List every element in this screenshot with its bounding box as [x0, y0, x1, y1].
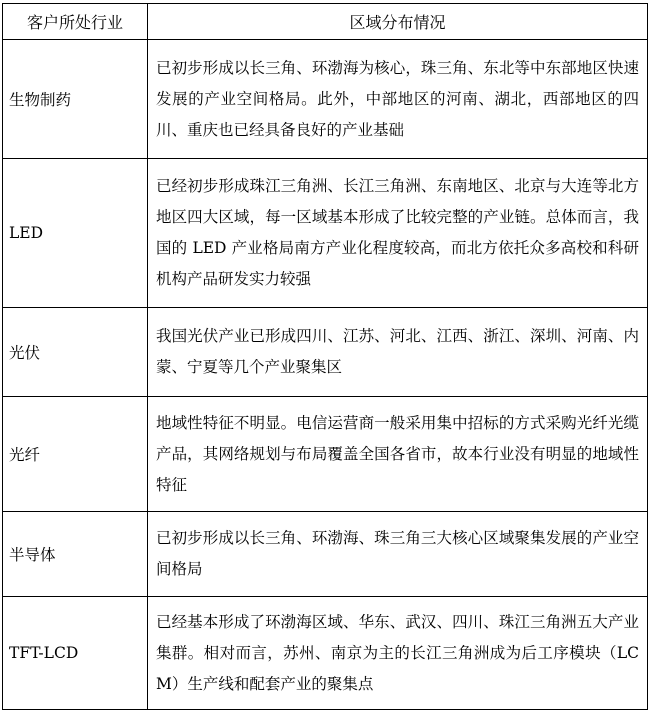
distribution-cell: 已初步形成以长三角、环渤海为核心，珠三角、东北等中东部地区快速发展的产业空间格局。此外，中部地区的河南、湖北，西部地区的四川、重庆也已经具备良好的产业基础 [148, 40, 648, 159]
distribution-cell: 已经基本形成了环渤海区域、华东、武汉、四川、珠江三角洲五大产业集群。相对而言，苏州、南京为主的长江三角洲成为后工序模块（LCM）生产线和配套产业的聚集点 [148, 597, 648, 710]
distribution-cell: 已经初步形成珠江三角洲、长江三角洲、东南地区、北京与大连等北方地区四大区域，每一区域基本形成了比较完整的产业链。总体而言，我国的 LED 产业格局南方产业化程度较高，而北方依托众多高校和科研机构产品研发实力较强 [148, 159, 648, 308]
industry-cell: 半导体 [3, 512, 148, 597]
header-industry: 客户所处行业 [3, 4, 148, 40]
header-distribution: 区域分布情况 [148, 4, 648, 40]
industry-distribution-table [2, 3, 648, 710]
industry-cell: LED [3, 159, 148, 308]
table-row [3, 40, 648, 159]
industry-cell: TFT-LCD [3, 597, 148, 710]
distribution-cell: 我国光伏产业已形成四川、江苏、河北、江西、浙江、深圳、河南、内蒙、宁夏等几个产业聚集区 [148, 308, 648, 397]
distribution-cell: 已初步形成以长三角、环渤海、珠三角三大核心区域聚集发展的产业空间格局 [148, 512, 648, 597]
table-row [3, 308, 648, 397]
table-row [3, 397, 648, 512]
table-row [3, 512, 648, 597]
industry-cell: 光伏 [3, 308, 148, 397]
table-header-row [3, 4, 648, 40]
table-row [3, 597, 648, 710]
table-row [3, 159, 648, 308]
industry-cell: 光纤 [3, 397, 148, 512]
industry-cell: 生物制药 [3, 40, 148, 159]
distribution-cell: 地域性特征不明显。电信运营商一般采用集中招标的方式采购光纤光缆产品，其网络规划与布局覆盖全国各省市，故本行业没有明显的地域性特征 [148, 397, 648, 512]
